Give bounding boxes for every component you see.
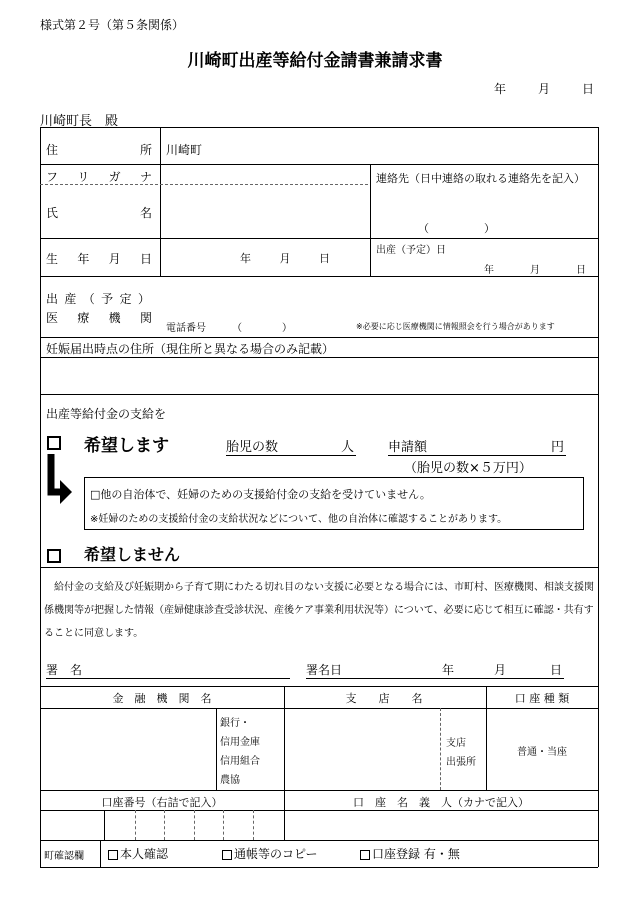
name-label: 氏 名 xyxy=(46,206,152,220)
signature-date-field[interactable]: 署名日 年 月 日 xyxy=(306,663,563,677)
contact-input[interactable]: （ ） xyxy=(418,222,495,235)
bank-name-input[interactable] xyxy=(44,712,212,786)
account-number-header: 口座番号（右詰で記入） xyxy=(101,796,223,809)
amount-note: （胎児の数×５万円） xyxy=(404,461,532,476)
account-holder-input[interactable] xyxy=(288,812,594,838)
birthdate-label: 生 年 月 日 xyxy=(46,252,152,266)
preg-address-input[interactable] xyxy=(44,360,594,392)
form-id: 様式第２号（第５条関係） xyxy=(40,18,185,32)
address-label: 住 所 xyxy=(46,143,152,157)
payment-heading: 出産等給付金の支給を xyxy=(46,407,167,421)
account-type-options[interactable]: 普通・当座 xyxy=(517,747,567,758)
address-input[interactable]: 川崎町 xyxy=(166,143,203,157)
page-title: 川崎町出産等給付金請書兼請求書 xyxy=(187,51,443,71)
consent-text: 給付金の支給及び妊娠期から子育て期にわたる切れ目のない支援に必要となる場合には、市町村、医療機関、相談支援関係機関等が把握した情報（産婦健康診査受診状況、産後ケア事業利用状況等）について、必要に応じて相互に確認・共有することに同意します。 xyxy=(44,582,594,639)
name-input[interactable] xyxy=(162,188,366,234)
fetus-count-field[interactable]: 胎児の数 人 xyxy=(226,436,356,456)
bank-header: 金 融 機 関 名 xyxy=(112,692,212,705)
office-check-identity[interactable]: 本人確認 xyxy=(108,845,168,862)
office-check-passbook[interactable]: 通帳等のコピー xyxy=(222,845,318,862)
amount-field[interactable]: 申請額 円 xyxy=(388,436,566,456)
furigana-label: フ リ ガ ナ xyxy=(46,170,152,184)
due-date-label: 出産（予定）日 xyxy=(376,245,446,256)
due-date-input[interactable]: 年 月 日 xyxy=(484,265,586,276)
institution-note: ※必要に応じ医療機関に情報照会を行う場合があります xyxy=(356,322,555,331)
recipient: 川崎町長 殿 xyxy=(40,114,119,129)
nohope-checkbox[interactable] xyxy=(47,545,61,564)
branch-type-options[interactable]: 支店 出張所 xyxy=(446,738,476,768)
nohope-label: 希望しません xyxy=(84,545,181,564)
other-municipality-check[interactable]: □他の自治体で、妊婦のための支援給付金の支給を受けていません。 xyxy=(90,488,431,501)
office-check-registration[interactable]: 口座登録 有・無 xyxy=(360,845,460,862)
hope-label: 希望します xyxy=(84,436,169,456)
phone-label: 電話番号 xyxy=(166,323,206,334)
contact-label: 連絡先（日中連絡の取れる連絡先を記入） xyxy=(376,172,585,185)
other-municipality-note: ※妊婦のための支援給付金の支給状況などについて、他の自治体に確認することがあります。 xyxy=(90,514,508,525)
institution-label-line1: 出 産 （ 予 定 ） xyxy=(46,292,150,306)
furigana-input[interactable] xyxy=(162,166,366,182)
preg-address-label: 妊娠届出時点の住所（現住所と異なる場合のみ記載） xyxy=(46,342,335,356)
date-field[interactable]: 年 月 日 xyxy=(494,82,594,96)
signature-field[interactable]: 署 名 xyxy=(46,661,290,679)
office-label: 町確認欄 xyxy=(44,851,84,862)
institution-label-line2: 医 療 機 関 xyxy=(46,311,152,325)
arrow-icon xyxy=(46,452,76,510)
account-holder-header: 口 座 名 義 人（カナで記入） xyxy=(353,796,529,809)
account-number-input[interactable] xyxy=(106,812,282,838)
hope-checkbox[interactable] xyxy=(47,432,61,451)
birthdate-input[interactable]: 年 月 日 xyxy=(240,252,330,265)
account-type-header: 口 座 種 類 xyxy=(514,692,570,705)
branch-header: 支 店 名 xyxy=(345,692,423,705)
bank-type-options[interactable]: 銀行・ 信用金庫 信用組合 農協 xyxy=(220,718,260,786)
phone-input[interactable]: （ ） xyxy=(232,323,292,334)
branch-name-input[interactable] xyxy=(288,712,436,786)
